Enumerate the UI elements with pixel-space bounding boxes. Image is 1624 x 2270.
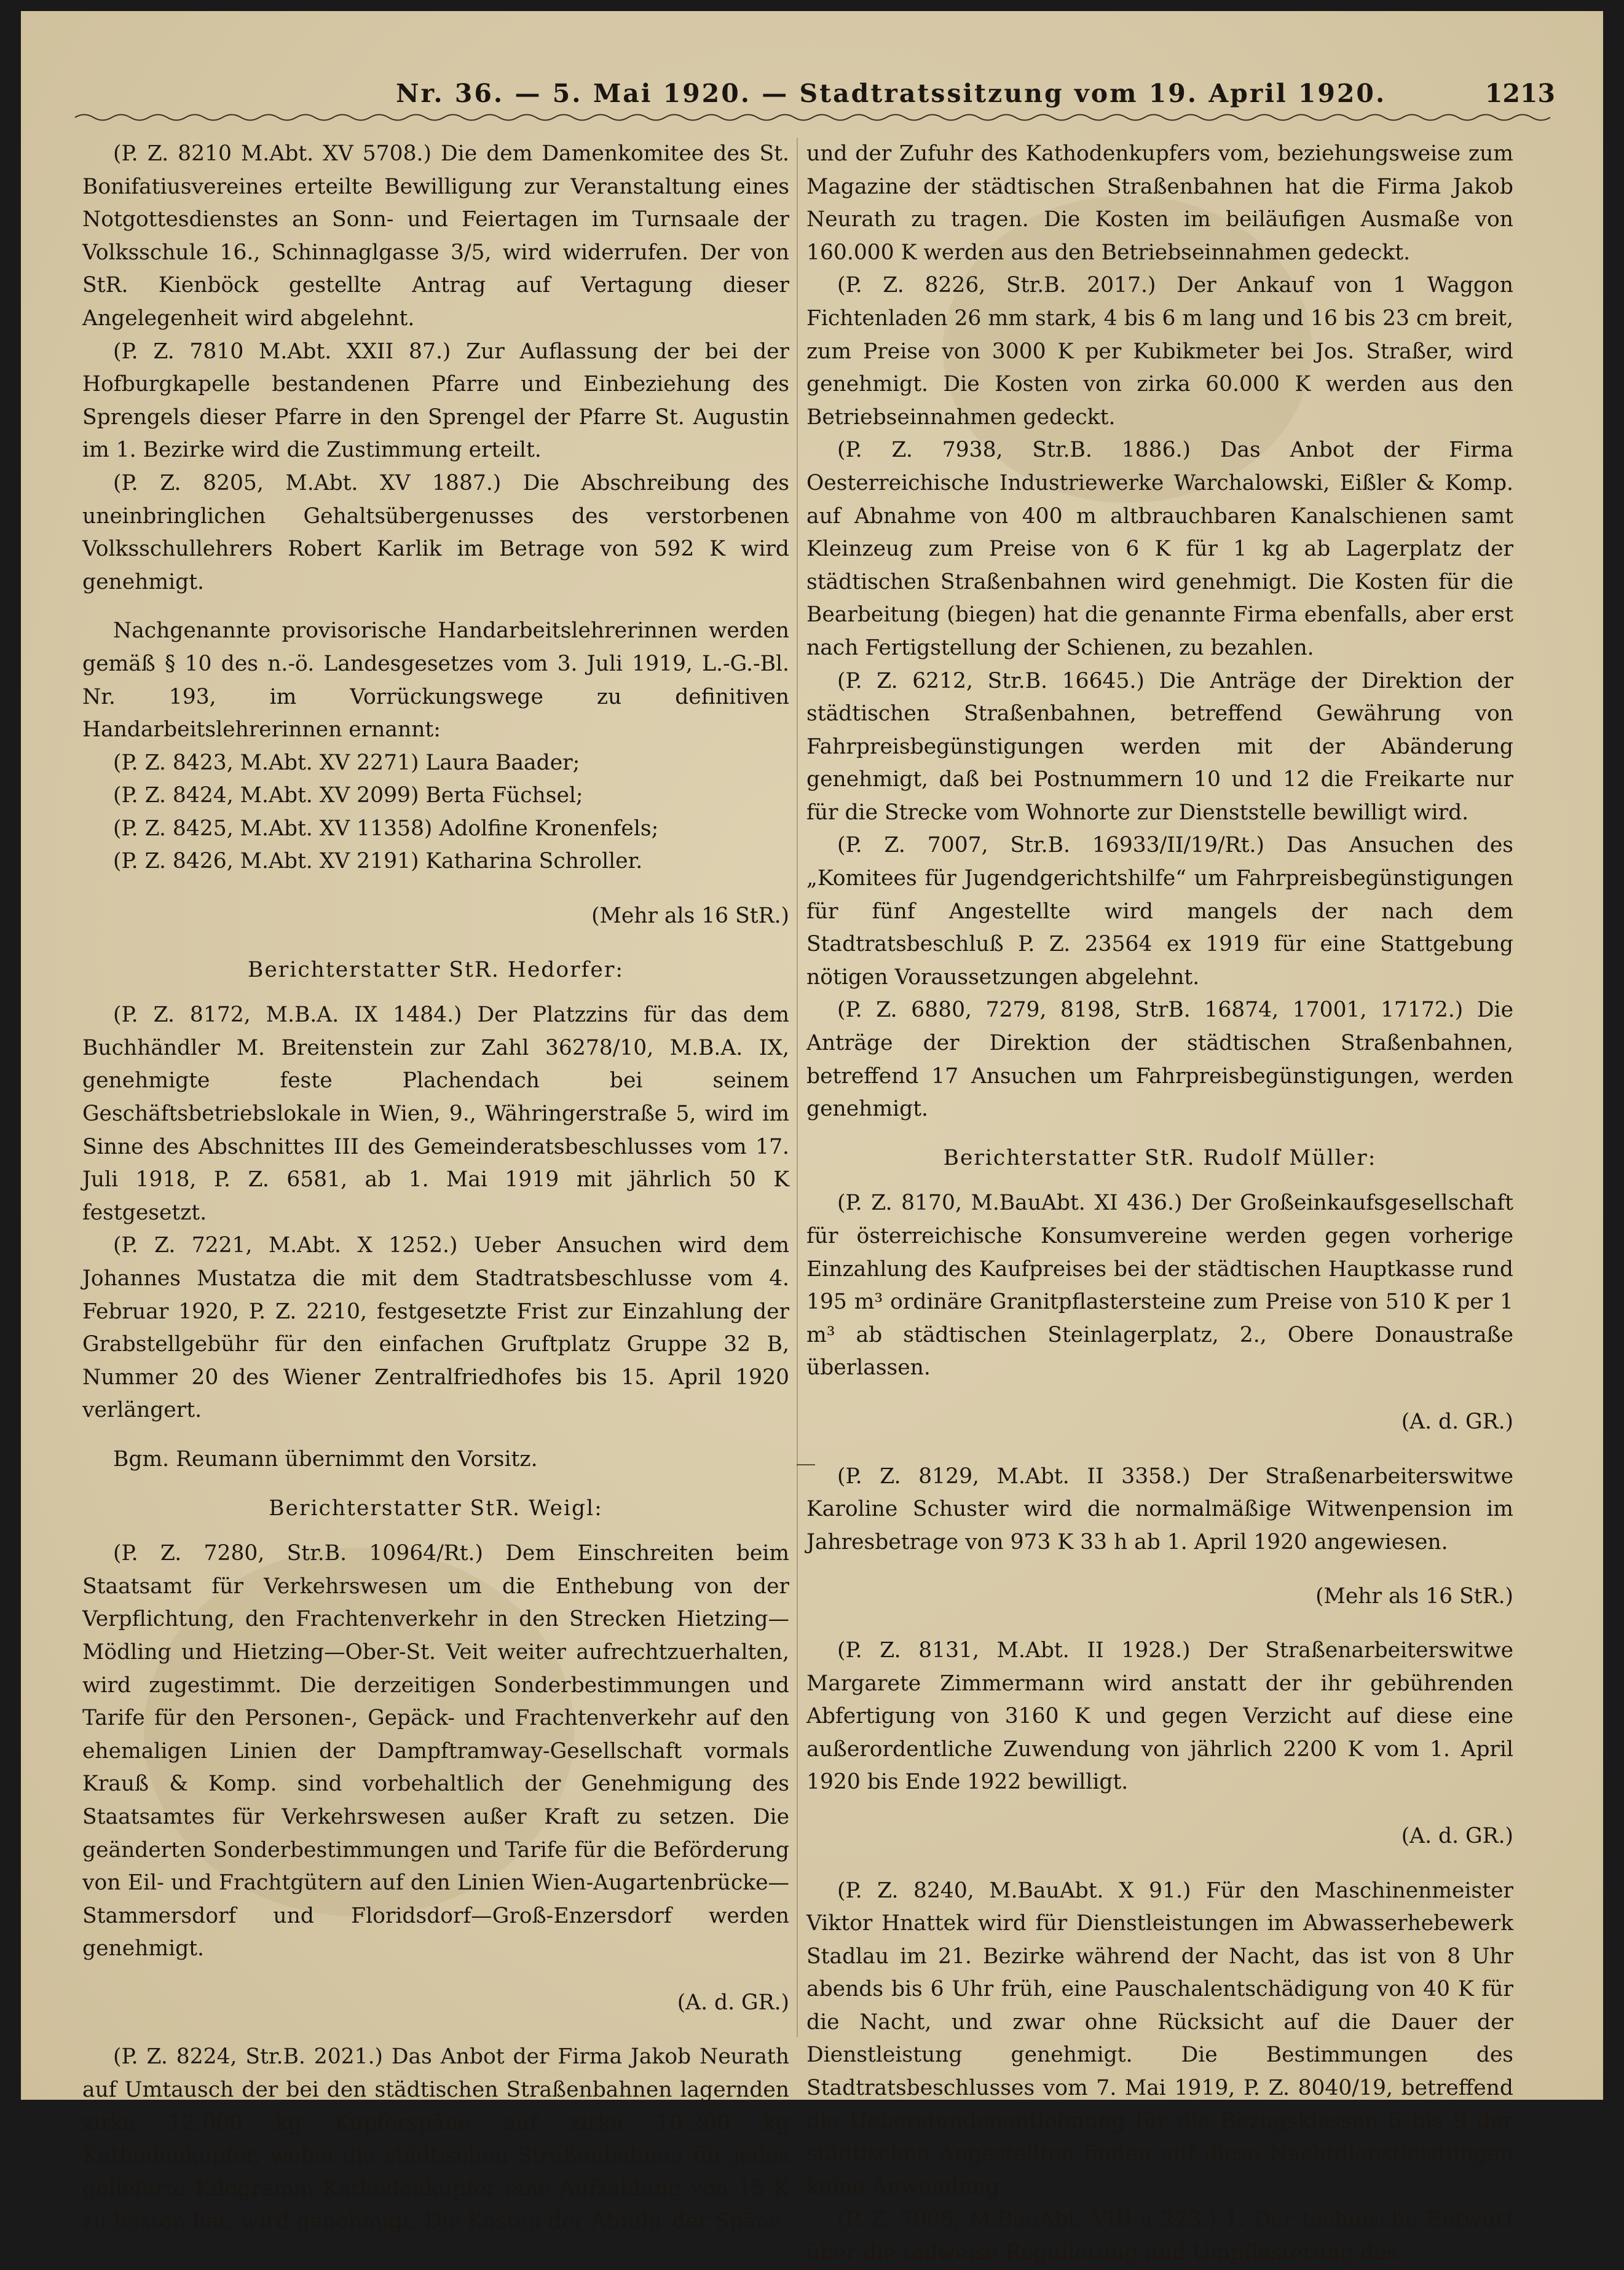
list-item: (P. Z. 8423, M.Abt. XV 2271) Laura Baader;: [113, 750, 580, 775]
paragraph: (P. Z. 8205, M.Abt. XV 1887.) Die Abschreibung des uneinbringlichen Gehaltsübergenusses des verstorbenen Volksschullehrers Robert Karlik im Betrage von 592 K wird genehmigt.: [82, 470, 789, 594]
paragraph: (P. Z. 7908, M.BauAbt. VIII a 223.) 1. Der technische Entwurf über die teilweise Regulierung und Umpflasterung des: [806, 2207, 1513, 2266]
paragraph: (P. Z. 8224, Str.B. 2021.) Das Anbot der Firma Jakob Neurath auf Umtausch der bei den städtischen Straßenbahnen lagernden zirka 12.000 kg Kupferspäne auf zirka 10.200 kg Kathodenkupfer, wobei die städtischen Straßenbahnen für jedes gelieferte Kilogramm Kathodenkupfer eine Aufzahlung von 15 K zu leisten hat, wird genehmigt. Die Kosten der Abfuhr der Späne: [82, 2044, 789, 2234]
paragraph: (P. Z. 6880, 7279, 8198, StrB. 16874, 17001, 17172.) Die Anträge der Direktion der städtischen Straßenbahnen, betreffend 17 Ansuchen um Fahrpreisbegünstigungen, werden genehmigt.: [806, 998, 1513, 1122]
vote-note: (A. d. GR.): [1401, 1824, 1513, 1849]
list-item: (P. Z. 8425, M.Abt. XV 11358) Adolfine Kronenfels;: [113, 816, 659, 841]
newspaper-page: [21, 11, 1603, 2266]
paragraph: (P. Z. 7280, Str.B. 10964/Rt.) Dem Einschreiten beim Staatsamt für Verkehrswesen um die Enthebung von der Verpflichtung, den Frachtenverkehr in den Strecken Hietzing—Mödling und Hietzing—Ober-St. Veit weiter aufrechtzuerhalten, wird zugestimmt. Die derzeitigen Sonderbestimmungen und Tarife für den Personen-, Gepäck- und Frachtenverkehr auf den ehemaligen Linien der Dampftramway-Gesellschaft vormals Krauß & Komp. sind vorbehaltlich der Genehmigung des Staatsamtes für Verkehrswesen außer Kraft zu setzen. Die geänderten Sonderbestimmungen und Tarife für die Beförderung von Eil- und Frachtgütern auf den Linien Wien-Augartenbrücke—Stammersdorf und Floridsdorf—Groß-Enzersdorf werden genehmigt.: [82, 1541, 789, 1961]
list-item: (P. Z. 8426, M.Abt. XV 2191) Katharina Schroller.: [113, 849, 643, 874]
list-item: (P. Z. 8424, M.Abt. XV 2099) Berta Füchsel;: [113, 783, 583, 808]
vote-note: (Mehr als 16 StR.): [591, 903, 789, 928]
paragraph: (P. Z. 7007, Str.B. 16933/II/19/Rt.) Das Ansuchen des „Komitees für Jugendgerichtshilfe“ um Fahrpreisbegünstigungen für fünf Angestellte wird mangels der nach dem Stadtratsbeschluß P. Z. 23564 ex 1919 für eine Stattgebung nötigen Voraussetzungen abgelehnt.: [806, 833, 1513, 990]
vote-note: (A. d. GR.): [1401, 1409, 1513, 1435]
paragraph: (P. Z. 8226, Str.B. 2017.) Der Ankauf von 1 Waggon Fichtenladen 26 mm stark, 4 bis 6 m lang und 16 bis 23 cm breit, zum Preise von 3000 K per Kubikmeter bei Jos. Straßer, wird genehmigt. Die Kosten von zirka 60.000 K werden aus den Betriebseinnahmen gedeckt.: [806, 273, 1513, 430]
paragraph: (P. Z. 8240, M.BauAbt. X 91.) Für den Maschinenmeister Viktor Hnattek wird für Dienstleistungen im Abwasserhebewerk Stadlau im 21. Bezirke während der Nacht, das ist von 8 Uhr abends bis 6 Uhr früh, eine Pauschalentschädigung von 40 K für die Nacht, und zwar ohne Rücksicht auf die Dauer der Dienstleistung genehmigt. Die Bestimmungen des Stadtratsbeschlusses vom 7. Mai 1919, P. Z. 8040/19, betreffend die Ueberstundenentlohnung für die Bezugsklassen 6 bis 9 der städtischen Angestellten finden auf diese Nachtdienstleistungen keine Anwendnng.: [806, 1878, 1513, 2199]
paragraph: Nachgenannte provisorische Handarbeitslehrerinnen werden gemäß § 10 des n.-ö. Landesgesetzes vom 3. Juli 1919, L.-G.-Bl. Nr. 193, im Vorrückungswege zu definitiven Handarbeitslehrerinnen ernannt:: [82, 618, 789, 743]
paragraph: (P. Z. 7221, M.Abt. X 1252.) Ueber Ansuchen wird dem Johannes Mustatza die mit dem Stadtratsbeschlusse vom 4. Februar 1920, P. Z. 2210, festgesetzte Frist zur Einzahlung der Grabstellgebühr für den einfachen Gruftplatz Gruppe 32 B, Nummer 20 des Wiener Zentralfriedhofes bis 15. April 1920 verlängert.: [82, 1233, 789, 1423]
vote-note: (Mehr als 16 StR.): [1315, 1583, 1513, 1609]
paragraph: und der Zufuhr des Kathodenkupfers vom, beziehungsweise zum Magazine der städtischen Straßenbahnen hat die Firma Jakob Neurath zu tragen. Die Kosten im beiläufigen Ausmaße von 160.000 K werden aus den Betriebseinnahmen gedeckt.: [806, 141, 1513, 265]
vote-note: (A. d. GR.): [677, 1990, 789, 2016]
paragraph: Bgm. Reumann übernimmt den Vorsitz.: [113, 1446, 538, 1472]
page-number: 1213: [1484, 79, 1555, 108]
paragraph: (P. Z. 8170, M.BauAbt. XI 436.) Der Großeinkaufsgesellschaft für österreichische Konsumvereine werden gegen vorherige Einzahlung des Kaufpreises bei der städtischen Hauptkasse rund 195 m³ ordinäre Granitpflastersteine zum Preise von 510 K per 1 m³ ab städtischen Steinlagerplatz, 2., Obere Donaustraße überlassen.: [806, 1191, 1513, 1381]
section-heading: Berichterstatter StR. Weigl:: [269, 1496, 603, 1521]
section-heading: Berichterstatter StR. Hedorfer:: [248, 957, 624, 982]
header-wavy-rule: [75, 112, 1550, 123]
column-divider: [797, 138, 798, 2037]
paragraph: (P. Z. 8210 M.Abt. XV 5708.) Die dem Damenkomitee des St. Bonifatiusvereines erteilte Bewilligung zur Veranstaltung eines Notgottesdienstes an Sonn- und Feiertagen im Turnsaale der Volksschule 16., Schinnaglgasse 3/5, wird widerrufen. Der von StR. Kienböck gestellte Antrag auf Vertagung dieser Angelegenheit wird abgelehnt.: [82, 141, 789, 331]
paragraph: (P. Z. 7938, Str.B. 1886.) Das Anbot der Firma Oesterreichische Industriewerke Warchalowski, Eißler & Komp. auf Abnahme von 400 m altbrauchbaren Kanalschienen samt Kleinzeug zum Preise von 6 K für 1 kg ab Lagerplatz der städtischen Straßenbahnen wird genehmigt. Die Kosten für die Bearbeitung (biegen) hat die genannte Firma ebenfalls, aber erst nach Fertigstellung der Schienen, zu bezahlen.: [806, 438, 1513, 660]
paragraph: (P. Z. 7810 M.Abt. XXII 87.) Zur Auflassung der bei der Hofburgkapelle bestandenen Pfarre und Einbeziehung des Sprengels dieser Pfarre in den Sprengel der Pfarre St. Augustin im 1. Bezirke wird die Zustimmung erteilt.: [82, 339, 789, 463]
paragraph: (P. Z. 8131, M.Abt. II 1928.) Der Straßenarbeiterswitwe Margarete Zimmermann wird anstatt der ihr gebührenden Abfertigung von 3160 K und gegen Verzicht auf diese eine außerordentliche Zuwendung von jährlich 2200 K vom 1. April 1920 bis Ende 1922 bewilligt.: [806, 1637, 1513, 1795]
header-title: Nr. 36. — 5. Mai 1920. — Stadtratssitzung vom 19. April 1920.: [396, 79, 1387, 108]
right-column: [806, 138, 1513, 2266]
paragraph: (P. Z. 8172, M.B.A. IX 1484.) Der Platzzins für das dem Buchhändler M. Breitenstein zur Zahl 36278/10, M.B.A. IX, genehmigte feste Plachendach bei seinem Geschäftsbetriebslokale in Wien, 9., Währingerstraße 5, wird im Sinne des Abschnittes III des Gemeinderatsbeschlusses vom 17. Juli 1918, P. Z. 6581, ab 1. Mai 1919 mit jährlich 50 K festgesetzt.: [82, 1003, 789, 1225]
left-column: [82, 138, 789, 2234]
page-header: [21, 70, 1603, 113]
paragraph: (P. Z. 6212, Str.B. 16645.) Die Anträge der Direktion der städtischen Straßenbahnen, betreffend Gewährung von Fahrpreisbegünstigungen werden mit der Abänderung genehmigt, daß bei Postnummern 10 und 12 die Freikarte nur für die Strecke vom Wohnorte zur Dienststelle bewilligt wird.: [806, 668, 1513, 825]
paragraph: (P. Z. 8129, M.Abt. II 3358.) Der Straßenarbeiterswitwe Karoline Schuster wird die normalmäßige Witwenpension im Jahresbetrage von 973 K 33 h ab 1. April 1920 angewiesen.: [806, 1464, 1513, 1555]
section-heading: Berichterstatter StR. Rudolf Müller:: [943, 1145, 1377, 1170]
